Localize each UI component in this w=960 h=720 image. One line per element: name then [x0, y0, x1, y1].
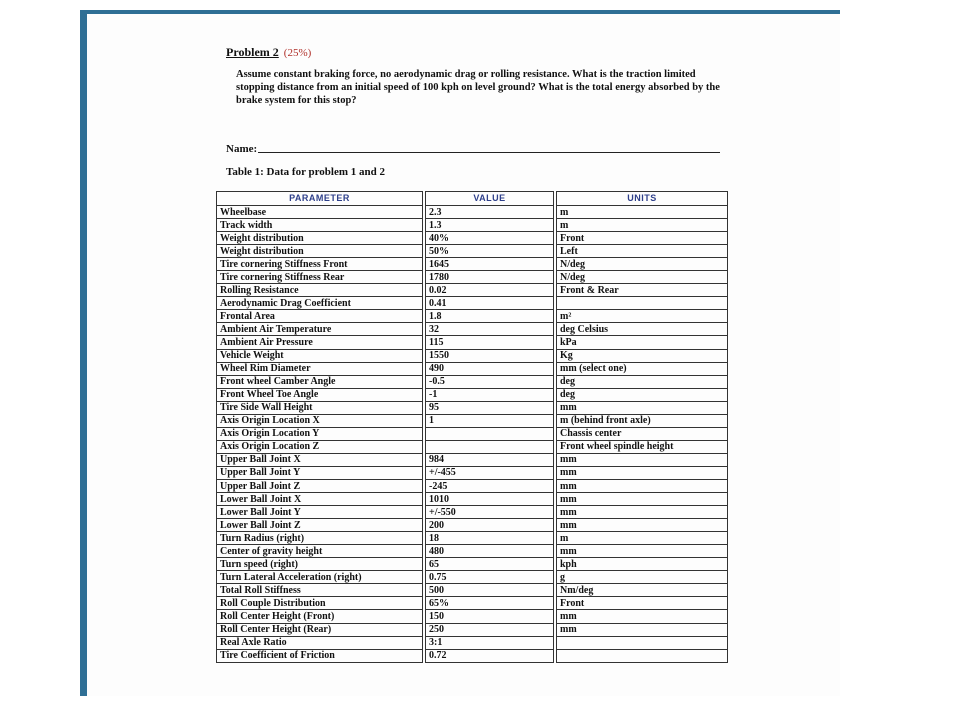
table-row: [217, 584, 728, 597]
value-cell: 0.72: [426, 649, 554, 662]
table-row: [217, 427, 728, 440]
units-cell: Front: [557, 232, 728, 245]
parameter-cell: Track width: [217, 219, 423, 232]
value-cell: 65: [426, 558, 554, 571]
table-row: [217, 388, 728, 401]
units-cell: Nm/deg: [557, 584, 728, 597]
parameter-cell: Tire cornering Stiffness Front: [217, 258, 423, 271]
value-cell: -1: [426, 388, 554, 401]
parameter-cell: Axis Origin Location Z: [217, 440, 423, 453]
value-cell: 32: [426, 323, 554, 336]
units-cell: N/deg: [557, 258, 728, 271]
value-cell: 2.3: [426, 206, 554, 219]
value-cell: 1550: [426, 349, 554, 362]
table-row: [217, 649, 728, 662]
value-cell: 480: [426, 545, 554, 558]
units-cell: Front: [557, 597, 728, 610]
table-row: [217, 414, 728, 427]
table-row: [217, 362, 728, 375]
value-cell: 250: [426, 623, 554, 636]
table-row: [217, 623, 728, 636]
header-parameter: PARAMETER: [217, 192, 423, 206]
units-cell: mm: [557, 401, 728, 414]
parameter-cell: Axis Origin Location Y: [217, 427, 423, 440]
table-row: [217, 610, 728, 623]
table-row: [217, 310, 728, 323]
units-cell: mm: [557, 466, 728, 479]
value-cell: 1.3: [426, 219, 554, 232]
value-cell: 40%: [426, 232, 554, 245]
problem-statement: Assume constant braking force, no aerodynamic drag or rolling resistance. What is the traction limited stopping distance from an initial speed of 100 kph on level ground? What is the total energy absorbed by the brake system for this stop?: [236, 69, 720, 106]
value-cell: 0.75: [426, 571, 554, 584]
value-cell: 0.41: [426, 297, 554, 310]
units-cell: mm: [557, 610, 728, 623]
value-cell: -245: [426, 479, 554, 492]
units-cell: Kg: [557, 349, 728, 362]
units-cell: kPa: [557, 336, 728, 349]
units-cell: mm: [557, 545, 728, 558]
table-row: [217, 571, 728, 584]
table-row: [217, 506, 728, 519]
units-cell: [557, 636, 728, 649]
units-cell: mm: [557, 479, 728, 492]
units-cell: Chassis center: [557, 427, 728, 440]
problem-title: Problem 2: [226, 45, 279, 59]
parameter-cell: Roll Center Height (Rear): [217, 623, 423, 636]
value-cell: 1: [426, 414, 554, 427]
table-row: [217, 284, 728, 297]
units-cell: Front & Rear: [557, 284, 728, 297]
table-row: [217, 597, 728, 610]
parameter-cell: Front Wheel Toe Angle: [217, 388, 423, 401]
parameter-cell: Upper Ball Joint Z: [217, 479, 423, 492]
table-row: [217, 479, 728, 492]
parameter-cell: Roll Center Height (Front): [217, 610, 423, 623]
units-cell: [557, 649, 728, 662]
table-row: [217, 349, 728, 362]
value-cell: [426, 427, 554, 440]
units-cell: m: [557, 206, 728, 219]
table-row: [217, 519, 728, 532]
parameter-cell: Aerodynamic Drag Coefficient: [217, 297, 423, 310]
value-cell: 65%: [426, 597, 554, 610]
value-cell: 115: [426, 336, 554, 349]
parameter-cell: Wheelbase: [217, 206, 423, 219]
table-row: [217, 466, 728, 479]
parameter-cell: Rolling Resistance: [217, 284, 423, 297]
parameter-cell: Upper Ball Joint X: [217, 453, 423, 466]
parameter-cell: Tire Side Wall Height: [217, 401, 423, 414]
parameter-cell: Wheel Rim Diameter: [217, 362, 423, 375]
value-cell: 984: [426, 453, 554, 466]
units-cell: mm: [557, 493, 728, 506]
table-row: [217, 206, 728, 219]
table-row: [217, 493, 728, 506]
table-row: [217, 219, 728, 232]
units-cell: [557, 297, 728, 310]
value-cell: 1645: [426, 258, 554, 271]
name-underline: [258, 152, 720, 153]
parameter-cell: Axis Origin Location X: [217, 414, 423, 427]
table-row: [217, 297, 728, 310]
name-label: Name:: [226, 143, 258, 155]
table-row: [217, 453, 728, 466]
problem-weight: (25%): [283, 47, 312, 59]
units-cell: mm (select one): [557, 362, 728, 375]
table-row: [217, 336, 728, 349]
value-cell: +/-455: [426, 466, 554, 479]
value-cell: 150: [426, 610, 554, 623]
units-cell: mm: [557, 453, 728, 466]
table-caption: Table 1: Data for problem 1 and 2: [226, 166, 386, 178]
parameter-cell: Weight distribution: [217, 245, 423, 258]
value-cell: 1780: [426, 271, 554, 284]
parameter-cell: Total Roll Stiffness: [217, 584, 423, 597]
parameter-cell: Lower Ball Joint Z: [217, 519, 423, 532]
units-cell: kph: [557, 558, 728, 571]
parameter-cell: Real Axle Ratio: [217, 636, 423, 649]
parameter-cell: Ambient Air Pressure: [217, 336, 423, 349]
parameter-cell: Roll Couple Distribution: [217, 597, 423, 610]
table-row: [217, 375, 728, 388]
units-cell: deg: [557, 388, 728, 401]
parameter-cell: Vehicle Weight: [217, 349, 423, 362]
units-cell: N/deg: [557, 271, 728, 284]
parameter-cell: Upper Ball Joint Y: [217, 466, 423, 479]
table-row: [217, 271, 728, 284]
units-cell: m: [557, 219, 728, 232]
units-cell: mm: [557, 519, 728, 532]
header-units: UNITS: [557, 192, 728, 206]
table-row: [217, 440, 728, 453]
parameter-cell: Tire Coefficient of Friction: [217, 649, 423, 662]
table-header-row: [217, 192, 728, 206]
window-left-border: [80, 10, 87, 696]
units-cell: Front wheel spindle height: [557, 440, 728, 453]
value-cell: 50%: [426, 245, 554, 258]
value-cell: [426, 440, 554, 453]
units-cell: mm: [557, 506, 728, 519]
parameter-cell: Turn Lateral Acceleration (right): [217, 571, 423, 584]
table-row: [217, 245, 728, 258]
parameter-cell: Frontal Area: [217, 310, 423, 323]
value-cell: 18: [426, 532, 554, 545]
parameter-cell: Weight distribution: [217, 232, 423, 245]
header-value: VALUE: [426, 192, 554, 206]
units-cell: deg Celsius: [557, 323, 728, 336]
parameter-cell: Turn speed (right): [217, 558, 423, 571]
table-row: [217, 545, 728, 558]
units-cell: deg: [557, 375, 728, 388]
value-cell: -0.5: [426, 375, 554, 388]
value-cell: +/-550: [426, 506, 554, 519]
value-cell: 0.02: [426, 284, 554, 297]
table-row: [217, 532, 728, 545]
parameter-cell: Center of gravity height: [217, 545, 423, 558]
value-cell: 1.8: [426, 310, 554, 323]
table-row: [217, 323, 728, 336]
parameter-cell: Lower Ball Joint X: [217, 493, 423, 506]
units-cell: Left: [557, 245, 728, 258]
table-row: [217, 401, 728, 414]
parameter-cell: Ambient Air Temperature: [217, 323, 423, 336]
problem-heading: [226, 45, 311, 60]
parameter-cell: Lower Ball Joint Y: [217, 506, 423, 519]
parameter-cell: Turn Radius (right): [217, 532, 423, 545]
parameter-cell: Front wheel Camber Angle: [217, 375, 423, 388]
units-cell: m (behind front axle): [557, 414, 728, 427]
value-cell: 200: [426, 519, 554, 532]
table-row: [217, 258, 728, 271]
units-cell: mm: [557, 623, 728, 636]
value-cell: 500: [426, 584, 554, 597]
units-cell: m²: [557, 310, 728, 323]
parameter-cell: Tire cornering Stiffness Rear: [217, 271, 423, 284]
value-cell: 1010: [426, 493, 554, 506]
units-cell: g: [557, 571, 728, 584]
value-cell: 490: [426, 362, 554, 375]
table-row: [217, 232, 728, 245]
data-table: [216, 191, 728, 663]
value-cell: 95: [426, 401, 554, 414]
table-row: [217, 558, 728, 571]
table-row: [217, 636, 728, 649]
value-cell: 3:1: [426, 636, 554, 649]
units-cell: m: [557, 532, 728, 545]
